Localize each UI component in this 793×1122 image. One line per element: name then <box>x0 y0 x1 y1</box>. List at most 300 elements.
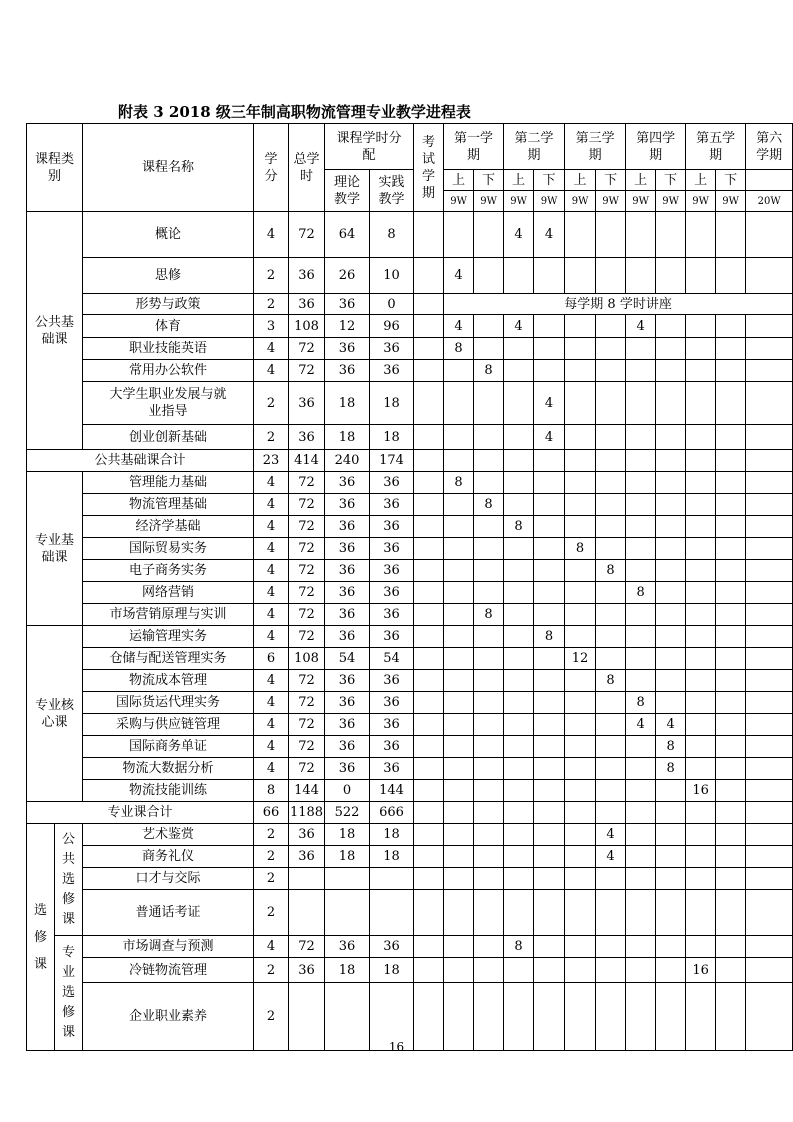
weekly-hours-cell <box>565 890 596 936</box>
weekly-hours-cell <box>444 824 474 846</box>
weekly-hours-cell <box>686 516 716 538</box>
weekly-hours-cell <box>596 360 626 382</box>
weekly-hours-cell <box>596 626 626 648</box>
theory-hours-cell <box>325 868 370 890</box>
weekly-hours-cell <box>565 450 596 472</box>
exam-semester-cell <box>414 294 444 315</box>
credit-cell: 2 <box>254 890 289 936</box>
theory-hours-cell: 18 <box>325 425 370 450</box>
course-name: 国际贸易实务 <box>83 538 254 560</box>
weekly-hours-cell <box>474 936 504 958</box>
weekly-hours-cell <box>746 582 793 604</box>
credit-cell: 4 <box>254 758 289 780</box>
weekly-hours-cell <box>656 846 686 868</box>
course-name: 职业技能英语 <box>83 338 254 360</box>
credit-cell: 2 <box>254 425 289 450</box>
weekly-hours-cell <box>596 382 626 425</box>
weekly-hours-cell <box>686 692 716 714</box>
practice-hours-cell: 18 <box>370 958 414 983</box>
exam-semester-cell <box>414 846 444 868</box>
weekly-hours-cell: 8 <box>474 604 504 626</box>
weekly-hours-cell <box>504 604 534 626</box>
weekly-hours-cell <box>716 758 746 780</box>
course-name: 经济学基础 <box>83 516 254 538</box>
weekly-hours-cell <box>746 472 793 494</box>
weekly-hours-cell <box>656 780 686 802</box>
course-name: 电子商务实务 <box>83 560 254 582</box>
total-hours-cell <box>289 890 325 936</box>
header-exam-semester: 考 试 学 期 <box>414 124 444 212</box>
weekly-hours-cell <box>716 648 746 670</box>
weekly-hours-cell <box>474 736 504 758</box>
weekly-hours-cell: 8 <box>444 338 474 360</box>
exam-semester-cell <box>414 450 444 472</box>
weekly-hours-cell <box>716 714 746 736</box>
header-weeks: 9W <box>444 191 474 212</box>
weekly-hours-cell <box>686 582 716 604</box>
table-row <box>27 382 793 425</box>
weekly-hours-cell <box>686 560 716 582</box>
header-weeks: 9W <box>716 191 746 212</box>
weekly-hours-cell <box>534 516 565 538</box>
header-category: 课程类 别 <box>27 124 83 212</box>
weekly-hours-cell <box>444 714 474 736</box>
weekly-hours-cell <box>686 714 716 736</box>
weekly-hours-cell <box>504 338 534 360</box>
table-row <box>27 692 793 714</box>
theory-hours-cell: 36 <box>325 692 370 714</box>
weekly-hours-cell: 4 <box>534 212 565 258</box>
credit-cell: 4 <box>254 212 289 258</box>
weekly-hours-cell <box>565 736 596 758</box>
weekly-hours-cell <box>444 670 474 692</box>
weekly-hours-cell <box>474 450 504 472</box>
weekly-hours-cell <box>596 258 626 294</box>
theory-hours-cell: 18 <box>325 824 370 846</box>
table-row <box>27 868 793 890</box>
header-row <box>27 124 793 170</box>
exam-semester-cell <box>414 382 444 425</box>
practice-hours-cell: 36 <box>370 538 414 560</box>
header-upper: 上 <box>686 170 716 191</box>
weekly-hours-cell <box>716 626 746 648</box>
weekly-hours-cell: 8 <box>474 360 504 382</box>
weekly-hours-cell <box>444 758 474 780</box>
weekly-hours-cell <box>656 382 686 425</box>
weekly-hours-cell <box>534 360 565 382</box>
exam-semester-cell <box>414 824 444 846</box>
weekly-hours-cell <box>474 714 504 736</box>
course-name: 概论 <box>83 212 254 258</box>
weekly-hours-cell <box>504 868 534 890</box>
weekly-hours-cell <box>474 315 504 338</box>
weekly-hours-cell <box>626 212 656 258</box>
header-upper: 上 <box>504 170 534 191</box>
table-row <box>27 604 793 626</box>
weekly-hours-cell <box>474 890 504 936</box>
group-elective: 选 修 课 <box>27 824 55 1051</box>
header-semester-5: 第五学 期 <box>686 124 746 170</box>
theory-hours-cell: 36 <box>325 758 370 780</box>
weekly-hours-cell <box>534 670 565 692</box>
weekly-hours-cell: 8 <box>504 936 534 958</box>
weekly-hours-cell <box>596 802 626 824</box>
weekly-hours-cell <box>656 692 686 714</box>
weekly-hours-cell <box>504 714 534 736</box>
course-name: 物流成本管理 <box>83 670 254 692</box>
weekly-hours-cell <box>716 338 746 360</box>
header-weeks: 9W <box>656 191 686 212</box>
weekly-hours-cell <box>534 692 565 714</box>
credit-cell: 4 <box>254 670 289 692</box>
header-hour-allocation: 课程学时分 配 <box>325 124 414 170</box>
credit-cell: 4 <box>254 516 289 538</box>
weekly-hours-cell: 4 <box>534 425 565 450</box>
weekly-hours-cell <box>716 560 746 582</box>
weekly-hours-cell <box>626 472 656 494</box>
weekly-hours-cell <box>444 538 474 560</box>
practice-hours-cell: 54 <box>370 648 414 670</box>
weekly-hours-cell <box>686 890 716 936</box>
weekly-hours-cell <box>444 212 474 258</box>
weekly-hours-cell <box>746 736 793 758</box>
weekly-hours-cell <box>474 538 504 560</box>
weekly-hours-cell <box>746 780 793 802</box>
weekly-hours-cell <box>444 604 474 626</box>
course-name: 企业职业素养 <box>83 983 254 1051</box>
weekly-hours-cell <box>686 736 716 758</box>
weekly-hours-cell <box>504 802 534 824</box>
weekly-hours-cell: 8 <box>656 758 686 780</box>
header-lower: 下 <box>534 170 565 191</box>
weekly-hours-cell <box>746 626 793 648</box>
header-lower: 下 <box>596 170 626 191</box>
header-course-name: 课程名称 <box>83 124 254 212</box>
weekly-hours-cell <box>686 538 716 560</box>
weekly-hours-cell <box>444 890 474 936</box>
table-row <box>27 212 793 258</box>
total-hours-cell: 72 <box>289 758 325 780</box>
weekly-hours-cell <box>596 758 626 780</box>
weekly-hours-cell <box>504 382 534 425</box>
weekly-hours-cell <box>746 516 793 538</box>
weekly-hours-cell <box>444 494 474 516</box>
weekly-hours-cell <box>686 648 716 670</box>
weekly-hours-cell <box>746 538 793 560</box>
table-row <box>27 294 793 315</box>
course-name: 商务礼仪 <box>83 846 254 868</box>
weekly-hours-cell <box>474 758 504 780</box>
header-weeks: 9W <box>626 191 656 212</box>
course-name: 物流管理基础 <box>83 494 254 516</box>
course-name: 运输管理实务 <box>83 626 254 648</box>
weekly-hours-cell <box>474 958 504 983</box>
weekly-hours-cell <box>716 212 746 258</box>
exam-semester-cell <box>414 736 444 758</box>
exam-semester-cell <box>414 648 444 670</box>
weekly-hours-cell <box>565 315 596 338</box>
weekly-hours-cell <box>746 846 793 868</box>
weekly-hours-cell <box>474 824 504 846</box>
exam-semester-cell <box>414 780 444 802</box>
practice-hours-cell: 36 <box>370 692 414 714</box>
weekly-hours-cell <box>626 382 656 425</box>
credit-cell: 4 <box>254 936 289 958</box>
group-public-basic: 公共基 础课 <box>27 212 83 450</box>
weekly-hours-cell <box>444 958 474 983</box>
weekly-hours-cell: 12 <box>565 648 596 670</box>
weekly-hours-cell <box>474 516 504 538</box>
weekly-hours-cell <box>626 425 656 450</box>
weekly-hours-cell <box>444 582 474 604</box>
weekly-hours-cell <box>534 582 565 604</box>
total-hours-cell: 72 <box>289 560 325 582</box>
weekly-hours-cell <box>746 258 793 294</box>
table-row <box>27 560 793 582</box>
weekly-hours-cell <box>565 425 596 450</box>
theory-hours-cell: 36 <box>325 494 370 516</box>
table-row <box>27 582 793 604</box>
weekly-hours-cell: 4 <box>534 382 565 425</box>
lecture-note: 每学期 8 学时讲座 <box>444 294 793 315</box>
header-theory: 理论 教学 <box>325 170 370 212</box>
weekly-hours-cell <box>716 846 746 868</box>
weekly-hours-cell <box>596 425 626 450</box>
weekly-hours-cell <box>746 494 793 516</box>
weekly-hours-cell <box>746 868 793 890</box>
header-weeks: 9W <box>565 191 596 212</box>
theory-hours-cell: 12 <box>325 315 370 338</box>
weekly-hours-cell: 16 <box>686 958 716 983</box>
header-lower: 下 <box>656 170 686 191</box>
weekly-hours-cell <box>656 360 686 382</box>
practice-hours-cell: 144 <box>370 780 414 802</box>
weekly-hours-cell <box>686 258 716 294</box>
weekly-hours-cell <box>596 582 626 604</box>
practice-hours-cell: 36 <box>370 338 414 360</box>
weekly-hours-cell <box>686 824 716 846</box>
practice-hours-cell: 36 <box>370 936 414 958</box>
theory-hours-cell <box>325 890 370 936</box>
weekly-hours-cell <box>474 846 504 868</box>
weekly-hours-cell <box>626 494 656 516</box>
credit-cell: 4 <box>254 736 289 758</box>
weekly-hours-cell <box>656 626 686 648</box>
total-hours-cell: 72 <box>289 338 325 360</box>
header-upper: 上 <box>626 170 656 191</box>
theory-hours-cell: 522 <box>325 802 370 824</box>
credit-cell: 4 <box>254 604 289 626</box>
weekly-hours-cell <box>686 315 716 338</box>
weekly-hours-cell <box>596 604 626 626</box>
weekly-hours-cell <box>656 538 686 560</box>
weekly-hours-cell <box>504 846 534 868</box>
weekly-hours-cell <box>626 736 656 758</box>
weekly-hours-cell <box>656 648 686 670</box>
weekly-hours-cell <box>746 648 793 670</box>
weekly-hours-cell <box>504 425 534 450</box>
weekly-hours-cell <box>534 560 565 582</box>
weekly-hours-cell <box>565 382 596 425</box>
weekly-hours-cell <box>686 472 716 494</box>
weekly-hours-cell <box>596 868 626 890</box>
weekly-hours-cell <box>534 758 565 780</box>
credit-cell: 2 <box>254 824 289 846</box>
header-weeks: 9W <box>596 191 626 212</box>
weekly-hours-cell <box>716 258 746 294</box>
total-hours-cell: 414 <box>289 450 325 472</box>
theory-hours-cell: 54 <box>325 648 370 670</box>
header-lower: 下 <box>474 170 504 191</box>
weekly-hours-cell <box>565 802 596 824</box>
weekly-hours-cell <box>534 648 565 670</box>
weekly-hours-cell <box>534 802 565 824</box>
weekly-hours-cell <box>565 258 596 294</box>
weekly-hours-cell <box>565 212 596 258</box>
weekly-hours-cell <box>565 494 596 516</box>
total-hours-cell: 72 <box>289 736 325 758</box>
course-name: 冷链物流管理 <box>83 958 254 983</box>
table-row <box>27 758 793 780</box>
weekly-hours-cell <box>746 714 793 736</box>
weekly-hours-cell <box>716 360 746 382</box>
header-total-hours: 总学 时 <box>289 124 325 212</box>
credit-cell: 2 <box>254 294 289 315</box>
total-hours-cell: 72 <box>289 626 325 648</box>
subtotal-row <box>27 802 793 824</box>
credit-cell: 66 <box>254 802 289 824</box>
credit-cell: 2 <box>254 868 289 890</box>
weekly-hours-cell <box>686 758 716 780</box>
weekly-hours-cell <box>504 758 534 780</box>
weekly-hours-cell <box>626 626 656 648</box>
group-major-basic: 专业基 础课 <box>27 472 83 626</box>
practice-hours-cell: 10 <box>370 258 414 294</box>
weekly-hours-cell <box>444 936 474 958</box>
header-lower: 下 <box>716 170 746 191</box>
header-empty <box>746 170 793 191</box>
course-name <box>83 382 254 425</box>
credit-cell: 3 <box>254 315 289 338</box>
credit-cell: 2 <box>254 983 289 1051</box>
theory-hours-cell: 36 <box>325 560 370 582</box>
table-row <box>27 494 793 516</box>
weekly-hours-cell <box>565 714 596 736</box>
subtotal-row <box>27 450 793 472</box>
weekly-hours-cell <box>716 868 746 890</box>
exam-semester-cell <box>414 670 444 692</box>
weekly-hours-cell <box>534 736 565 758</box>
theory-hours-cell: 36 <box>325 294 370 315</box>
weekly-hours-cell <box>686 802 716 824</box>
course-name: 国际商务单证 <box>83 736 254 758</box>
exam-semester-cell <box>414 538 444 560</box>
weekly-hours-cell: 4 <box>444 258 474 294</box>
course-name: 市场调查与预测 <box>83 936 254 958</box>
weekly-hours-cell <box>686 338 716 360</box>
weekly-hours-cell <box>626 846 656 868</box>
weekly-hours-cell <box>716 890 746 936</box>
weekly-hours-cell <box>596 212 626 258</box>
credit-cell: 4 <box>254 338 289 360</box>
table-row <box>27 516 793 538</box>
course-name-line: 大学生职业发展与就 <box>109 387 227 402</box>
total-hours-cell: 1188 <box>289 802 325 824</box>
weekly-hours-cell <box>746 758 793 780</box>
weekly-hours-cell <box>716 780 746 802</box>
weekly-hours-cell <box>596 315 626 338</box>
course-name: 管理能力基础 <box>83 472 254 494</box>
weekly-hours-cell: 4 <box>626 315 656 338</box>
total-hours-cell: 36 <box>289 846 325 868</box>
weekly-hours-cell <box>626 338 656 360</box>
theory-hours-cell: 36 <box>325 604 370 626</box>
credit-cell: 4 <box>254 538 289 560</box>
weekly-hours-cell <box>504 780 534 802</box>
weekly-hours-cell <box>596 936 626 958</box>
weekly-hours-cell <box>686 868 716 890</box>
total-hours-cell: 72 <box>289 212 325 258</box>
practice-hours-cell: 36 <box>370 670 414 692</box>
weekly-hours-cell <box>626 560 656 582</box>
weekly-hours-cell <box>746 425 793 450</box>
weekly-hours-cell <box>565 670 596 692</box>
exam-semester-cell <box>414 516 444 538</box>
weekly-hours-cell <box>565 338 596 360</box>
weekly-hours-cell <box>474 258 504 294</box>
weekly-hours-cell <box>686 425 716 450</box>
practice-hours-cell: 0 <box>370 294 414 315</box>
weekly-hours-cell <box>565 626 596 648</box>
weekly-hours-cell <box>504 582 534 604</box>
practice-hours-cell <box>370 868 414 890</box>
total-hours-cell: 72 <box>289 670 325 692</box>
weekly-hours-cell: 4 <box>596 824 626 846</box>
weekly-hours-cell: 8 <box>656 736 686 758</box>
weekly-hours-cell <box>596 648 626 670</box>
practice-hours-cell: 36 <box>370 582 414 604</box>
weekly-hours-cell <box>626 758 656 780</box>
exam-semester-cell <box>414 692 444 714</box>
weekly-hours-cell <box>504 890 534 936</box>
weekly-hours-cell <box>565 758 596 780</box>
weekly-hours-cell <box>656 824 686 846</box>
weekly-hours-cell <box>534 604 565 626</box>
practice-hours-cell: 36 <box>370 516 414 538</box>
weekly-hours-cell <box>656 315 686 338</box>
header-weeks: 9W <box>534 191 565 212</box>
weekly-hours-cell <box>716 450 746 472</box>
weekly-hours-cell <box>504 824 534 846</box>
course-name: 口才与交际 <box>83 868 254 890</box>
weekly-hours-cell: 4 <box>444 315 474 338</box>
header-practice: 实践 教学 <box>370 170 414 212</box>
theory-hours-cell: 18 <box>325 382 370 425</box>
weekly-hours-cell <box>534 258 565 294</box>
header-semester-6: 第六 学期 <box>746 124 793 170</box>
weekly-hours-cell <box>534 472 565 494</box>
weekly-hours-cell <box>474 692 504 714</box>
total-hours-cell: 72 <box>289 360 325 382</box>
weekly-hours-cell <box>656 516 686 538</box>
weekly-hours-cell <box>626 516 656 538</box>
table-row <box>27 780 793 802</box>
weekly-hours-cell <box>746 360 793 382</box>
weekly-hours-cell <box>565 472 596 494</box>
weekly-hours-cell <box>686 360 716 382</box>
weekly-hours-cell <box>565 516 596 538</box>
weekly-hours-cell <box>444 736 474 758</box>
